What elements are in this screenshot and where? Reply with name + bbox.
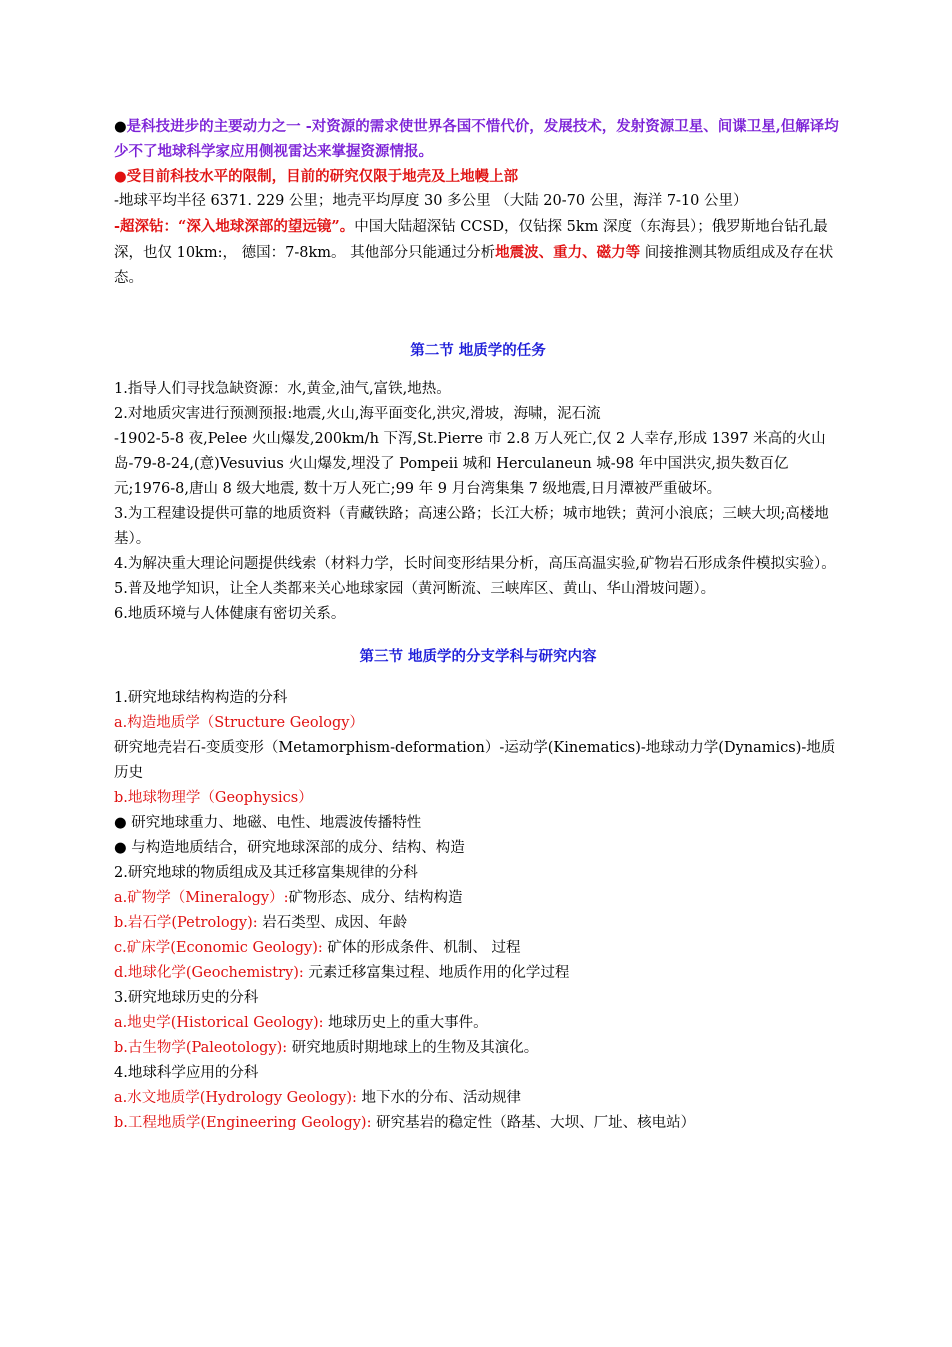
document-page: [114, 114, 842, 1136]
hydrology-geology-desc: 地下水的分布、活动规律: [356, 1090, 522, 1106]
geochemistry-desc: 元素迁移富集过程、地质作用的化学过程: [303, 965, 570, 981]
intro-paragraph-4: [114, 214, 842, 291]
intro-paragraph-3: [114, 189, 842, 214]
engineering-geology-line: [114, 1111, 842, 1136]
section-2-item: 1.指导人们寻找急缺资源：水,黄金,油气,富铁,地热。: [114, 381, 451, 397]
geophysics-point: ● 研究地球重力、地磁、电性、地震波传播特性: [114, 815, 422, 831]
group-1-heading: 1.研究地球结构构造的分科: [114, 690, 288, 706]
geochemistry-label: d.地球化学(Geochemistry):: [114, 965, 304, 981]
historical-geology-desc: 地球历史上的重大事件。: [323, 1015, 488, 1031]
superdeep-drill-text-end: 间接推测其物质组成及存在状态。: [114, 245, 834, 286]
bullet: ●: [114, 118, 127, 135]
intro-paragraph-1: [114, 114, 842, 164]
economic-geology-line: [114, 936, 842, 961]
superdeep-drill-label: -超深钻：“深入地球深部的望远镜”。: [114, 218, 355, 235]
group-3-heading: 3.研究地球历史的分科: [114, 990, 259, 1006]
mineralogy-line: [114, 886, 842, 911]
economic-geology-desc: 矿体的形成条件、机制、 过程: [322, 940, 521, 956]
paleontology-line: [114, 1036, 842, 1061]
section-2-item: 3.为工程建设提供可靠的地质资料（青藏铁路；高速公路；长江大桥；城市地铁；黄河小浪底；三峡大坝;高楼地基）。: [114, 506, 829, 547]
bullet: ●: [114, 168, 127, 185]
paleontology-label: b.古生物学(Paleotology):: [114, 1040, 288, 1056]
mineralogy-desc: 矿物形态、成分、结构构造: [288, 890, 463, 906]
section-3-title: 第三节 地质学的分支学科与研究内容: [359, 648, 597, 665]
petrology-desc: 岩石类型、成因、年龄: [257, 915, 408, 931]
engineering-geology-desc: 研究基岩的稳定性（路基、大坝、厂址、核电站）: [371, 1115, 696, 1131]
section-2-item: 4.为解决重大理论问题提供线索（材料力学，长时间变形结果分析，高压高温实验,矿物岩石形成条件模拟实验）。: [114, 556, 836, 572]
section-2-item: -1902-5-8 夜,Pelee 火山爆发,200km/h 下泻,St.Pierre 市 2.8 万人死亡,仅 2 人幸存,形成 1397 米高的火山岛-79-8-24,(意)Vesuvius 火山爆发,埋没了 Pompeii 城和 Herculaneun 城-98 年中国洪灾,损失数百亿元;1976-8,唐山 8 级大地震, 数十万人死亡;99 年 9 月台湾集集 7 级地震,日月潭被严重破坏。: [114, 431, 826, 497]
intro-text-red: 受目前科技水平的限制，目前的研究仅限于地壳及上地幔上部: [126, 168, 519, 185]
section-2-item: 2.对地质灾害进行预测预报:地震,火山,海平面变化,洪灾,滑坡，海啸，泥石流: [114, 406, 601, 422]
section-2-item: 6.地质环境与人体健康有密切关系。: [114, 606, 346, 622]
historical-geology-label: a.地史学(Historical Geology):: [114, 1015, 324, 1031]
earth-radius-text: -地球平均半径 6371. 229 公里；地壳平均厚度 30 多公里 （大陆 20-70 公里，海洋 7-10 公里）: [114, 193, 748, 209]
petrology-label: b.岩石学(Petrology):: [114, 915, 258, 931]
hydrology-geology-line: [114, 1086, 842, 1111]
hydrology-geology-label: a.水文地质学(Hydrology Geology):: [114, 1090, 357, 1106]
geochemistry-line: [114, 961, 842, 986]
section-2-title: 第二节 地质学的任务: [410, 342, 546, 359]
structure-geology-desc: 研究地壳岩石-变质变形（Metamorphism-deformation）-运动学(Kinematics)-地球动力学(Dynamics)-地质历史: [114, 740, 836, 781]
superdeep-drill-text: 中国大陆超深钻 CCSD，仅钻探 5km 深度（东海县）；俄罗斯地台钻孔最深，也仅 10km:， 德国：7-8km。 其他部分只能通过分析: [114, 219, 828, 261]
engineering-geology-label: b.工程地质学(Engineering Geology):: [114, 1115, 372, 1131]
intro-paragraph-2: [114, 164, 842, 189]
mineralogy-label: a.矿物学（Mineralogy）:: [114, 890, 289, 906]
intro-text-purple: 是科技进步的主要动力之一 -对资源的需求使世界各国不惜代价，发展技术，发射资源卫星、间谍卫星,但解译均少不了地球科学家应用侧视雷达来掌握资源情报。: [114, 118, 839, 160]
geophysics-point: ● 与构造地质结合，研究地球深部的成分、结构、构造: [114, 840, 465, 856]
section-2-item: 5.普及地学知识，让全人类都来关心地球家园（黄河断流、三峡库区、黄山、华山滑坡问题）。: [114, 581, 716, 597]
structure-geology-label: a.构造地质学（Structure Geology）: [114, 715, 364, 731]
group-4-heading: 4.地球科学应用的分科: [114, 1065, 259, 1081]
group-2-heading: 2.研究地球的物质组成及其迁移富集规律的分科: [114, 865, 418, 881]
petrology-line: [114, 911, 842, 936]
methods-highlight: 地震波、重力、磁力等: [495, 244, 641, 261]
historical-geology-line: [114, 1011, 842, 1036]
geophysics-label: b.地球物理学（Geophysics）: [114, 790, 313, 806]
paleontology-desc: 研究地质时期地球上的生物及其演化。: [287, 1040, 539, 1056]
economic-geology-label: c.矿床学(Economic Geology):: [114, 940, 323, 956]
